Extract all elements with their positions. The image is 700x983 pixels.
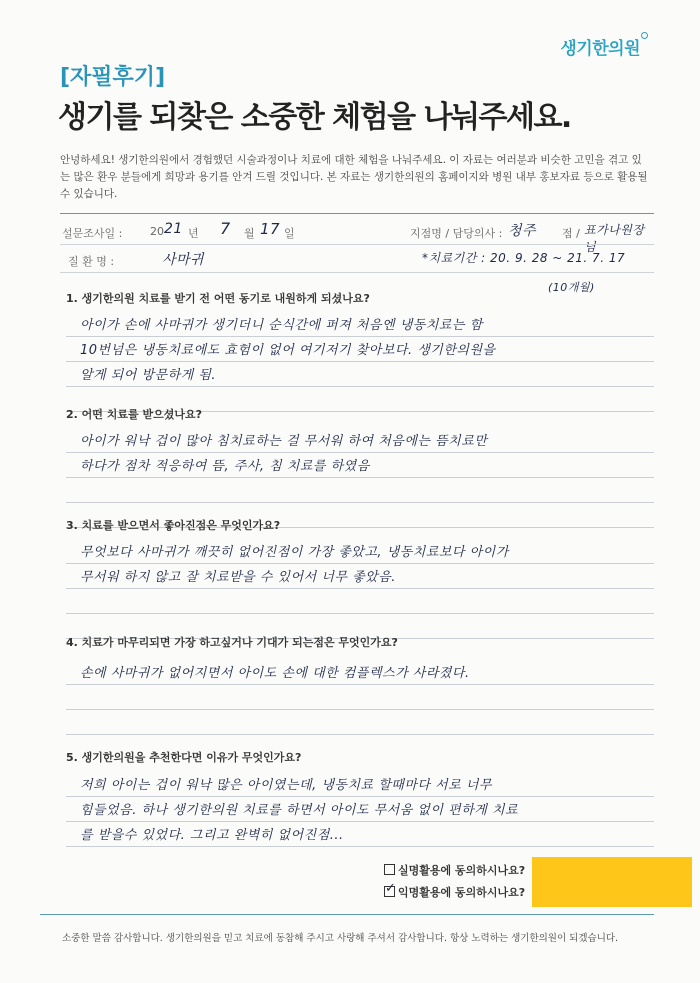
- answer-line: 하다가 점차 적응하여 뜸, 주사, 침 치료를 하였음: [66, 453, 654, 478]
- answer-line: 무서워 하지 않고 잘 치료받을 수 있어서 너무 좋았음.: [66, 564, 654, 589]
- page-title: 생기를 되찾은 소중한 체험을 나눠주세요.: [58, 100, 571, 135]
- day-value: 17: [260, 220, 281, 238]
- survey-meta-row: [60, 216, 654, 254]
- consent-real-name[interactable]: [384, 862, 525, 878]
- day-label: 일: [284, 227, 295, 240]
- disease-meta-row: [60, 244, 654, 274]
- intro-text: 안녕하세요! 생기한의원에서 경험했던 시술과정이나 치료에 대한 체험을 나눠주세요. 이 자료는 여러분과 비슷한 고민을 겪고 있는 많은 환우 분들에게 희망과 용기를 안겨 드릴 것입니다. 본 자료는 생기한의원의 홈페이지와 병원 내부 홍보자료 등으로 활용될 수 있습니다.: [60, 154, 648, 200]
- answer-5: [66, 772, 654, 847]
- answer-line: 아이가 손에 사마귀가 생기더니 순식간에 퍼져 처음엔 냉동치료는 함: [66, 312, 654, 337]
- checkbox-anonymous[interactable]: [384, 881, 397, 897]
- question-3: 3. 치료를 받으면서 좋아진점은 무엇인가요?: [66, 519, 281, 532]
- redaction-box: [532, 857, 692, 907]
- branch-value: 청주: [508, 223, 537, 239]
- answer-1: [66, 312, 654, 412]
- disease-label: 질 환 명 :: [68, 255, 115, 268]
- branch-suffix: 점 /: [562, 227, 580, 240]
- treatment-period-note: (10개월): [548, 281, 595, 294]
- question-4: 4. 치료가 마무리되면 가장 하고싶거나 기대가 되는점은 무엇인가요?: [66, 636, 398, 649]
- brand-logo: [560, 34, 648, 59]
- answer-4: [66, 660, 654, 735]
- doctor-value: 표가나원장님: [584, 223, 645, 254]
- brand-name: 생기한의원: [560, 39, 640, 59]
- answer-line: 저희 아이는 겁이 워낙 많은 아이였는데, 냉동치료 할때마다 서로 너무: [66, 772, 654, 797]
- answer-line: 10번넘은 냉동치료에도 효험이 없어 여기저기 찾아보다. 생기한의원을: [66, 337, 654, 362]
- answer-line: 손에 사마귀가 없어지면서 아이도 손에 대한 컴플렉스가 사라졌다.: [66, 660, 654, 685]
- consent-real-name-label: 실명활용에 동의하시나요?: [398, 864, 526, 877]
- top-divider: [60, 213, 654, 214]
- disease-value: 사마귀: [162, 252, 205, 268]
- checkbox-real-name[interactable]: [384, 864, 395, 875]
- answer-2: [66, 428, 654, 528]
- logo-dot-icon: [641, 32, 648, 39]
- branch-label: 지점명 / 담당의사 :: [410, 227, 503, 240]
- footer-text: 소중한 말씀 감사합니다. 생기한의원을 믿고 치료에 동참해 주시고 사랑해 주셔서 감사합니다. 항상 노력하는 생기한의원이 되겠습니다.: [62, 933, 619, 944]
- meta-divider: [60, 272, 654, 273]
- answer-line: 를 받을수 있었다. 그리고 완벽히 없어진점...: [66, 822, 654, 847]
- answer-line: [66, 589, 654, 614]
- form-tag: [자필후기]: [60, 65, 166, 90]
- consent-anonymous[interactable]: [384, 881, 526, 900]
- month-label: 월: [244, 227, 255, 240]
- consent-anonymous-label: 익명활용에 동의하시나요?: [398, 886, 526, 899]
- question-2: 2. 어떤 치료를 받으셨나요?: [66, 408, 202, 421]
- checkmark-icon: ✓: [385, 881, 397, 896]
- bottom-divider: [40, 914, 654, 915]
- answer-line: [66, 710, 654, 735]
- answer-line: 무엇보다 사마귀가 깨끗히 없어진점이 가장 좋았고, 냉동치료보다 아이가: [66, 539, 654, 564]
- answer-line: [66, 685, 654, 710]
- year-label: 년: [188, 227, 199, 240]
- treatment-period: *치료기간 : 20. 9. 28 ~ 21. 7. 17: [422, 251, 626, 265]
- answer-line: 힘들었음. 하나 생기한의원 치료를 하면서 아이도 무서움 없이 편하게 치료: [66, 797, 654, 822]
- answer-3: [66, 539, 654, 639]
- answer-line: 알게 되어 방문하게 됨.: [66, 362, 654, 387]
- answer-line: [66, 478, 654, 503]
- question-1: 1. 생기한의원 치료를 받기 전 어떤 동기로 내원하게 되셨나요?: [66, 292, 370, 305]
- month-value: 7: [220, 219, 231, 238]
- question-5: 5. 생기한의원을 추천한다면 이유가 무엇인가요?: [66, 751, 302, 764]
- survey-date-label: 설문조사일 :: [62, 227, 123, 240]
- answer-line: 아이가 워낙 겁이 많아 침치료하는 걸 무서워 하여 처음에는 뜸치료만: [66, 428, 654, 453]
- year-value: 21: [164, 221, 183, 237]
- year-prefix: 20: [150, 225, 164, 238]
